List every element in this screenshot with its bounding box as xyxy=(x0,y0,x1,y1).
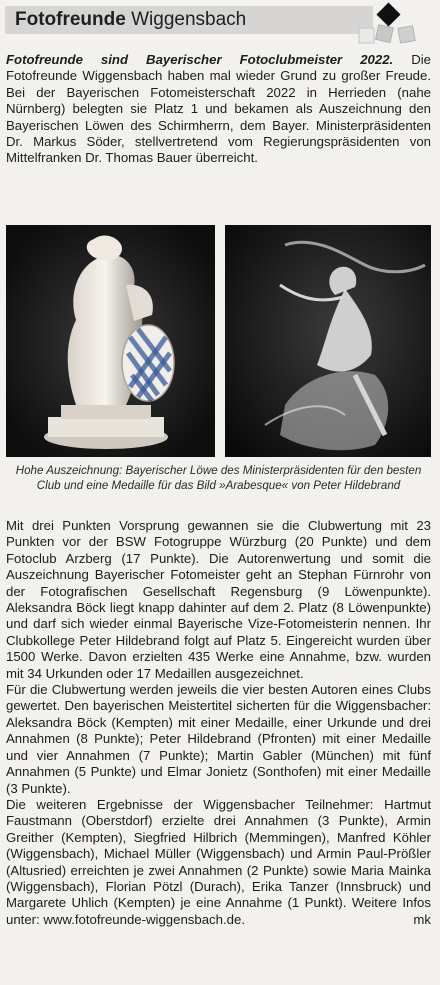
author-signoff: mk xyxy=(413,911,431,927)
intro-text: Die Fotofreunde Wiggensbach haben mal wieder Grund zu großer Freude. Bei der Bayerischen Fotomeisterschaft 2022 in Herrieden (nahe Nürnberg) belegten sie Platz 1 und bekamen als Auszeichnung den Bayerischen Löwen des Schirmherrn, dem Bayer. Ministerpräsidenten Dr. Markus Söder, stellvertretend vom Regierungspräsidenten von Mittelfranken Dr. Thomas Bauer überreicht. xyxy=(6,52,432,166)
dancer-image xyxy=(225,225,431,457)
section-title xyxy=(15,9,246,31)
body-paragraph-3 xyxy=(6,797,431,928)
body-paragraph-2: Für die Clubwertung werden jeweils die vier besten Autoren eines Clubs gewertet. Den bayerischen Meistertitel sicherten für die Wiggensbacher: Aleksandra Böck (Kempten) mit einer Medaille, einer Urkunde und drei Annahmen (8 Punkte); Peter Hildebrand (Pfronten) mit einer Medaille und vier Annahmen (7 Punkte); Martin Gabler (München) mit fünf Annahmen (5 Punkte) und Elmar Jonietz (Sonthofen) mit einer Medaille (3 Punkte). xyxy=(6,682,431,796)
photo-caption: Hohe Auszeichnung: Bayerischer Löwe des Ministerpräsidenten für den besten Club und eine Medaille für das Bild »Arabesque« von Peter Hildebrand xyxy=(15,464,422,492)
body-paragraph-3-text: Die weiteren Ergebnisse der Wiggensbacher Teilnehmer: Hartmut Faustmann (Oberstdorf) erzielte drei Annahmen (3 Punkte), Armin Greither (Kempten), Siegfried Hilbrich (Memmingen), Manfred Köhler (Wiggensbach), Michael Müller (Wiggensbach) und Armin Paul-Prößler (Altusried) erreichten je zwei Annahmen (2 Punkte) sowie Maria Mainka (Wiggensbach), Florian Pötzl (Durach), Erika Tanzer (Innsbruck) und Margarete Uhlich (Kempten) je eine Annahme (1 Punkt). Weitere Infos unter: www.fotofreunde-wiggensbach.de. xyxy=(6,796,431,927)
article-body xyxy=(6,518,431,928)
lion-statue-image xyxy=(6,225,215,457)
headline: Fotofreunde sind Bayerischer Fotoclubmeister 2022. xyxy=(6,52,394,67)
section-title-bold: Fotofreunde xyxy=(15,9,126,30)
section-header xyxy=(5,6,373,34)
section-title-rest: Wiggensbach xyxy=(125,9,247,30)
diamond-squares-logo xyxy=(355,2,435,52)
dancer-photo xyxy=(225,225,431,457)
lion-photo xyxy=(6,225,215,457)
body-paragraph-1: Mit drei Punkten Vorsprung gewannen sie die Clubwertung mit 23 Punkten vor der BSW Fotogruppe Würzburg (20 Punkte) und dem Fotoclub Arzberg (17 Punkte). Die Autorenwertung und somit die Auszeichnung Bayerischer Fotomeister geht an Stephan Fürnrohr von der Fotografischen Gesellschaft Regensburg (9 Löwenpunkte). Aleksandra Böck liegt knapp dahinter auf dem 2. Platz (8 Löwenpunkte) und darf sich wieder einmal Bayerische Vize-Fotomeisterin nennen. Ihr Clubkollege Peter Hildebrand folgt auf Platz 5. Eingereicht wurden über 1500 Werke. Davon erzielten 435 Werke eine Annahme, bzw. wurden mit 34 Urkunden oder 17 Medaillen ausgezeichnet. xyxy=(6,518,431,681)
intro-paragraph xyxy=(6,52,431,167)
